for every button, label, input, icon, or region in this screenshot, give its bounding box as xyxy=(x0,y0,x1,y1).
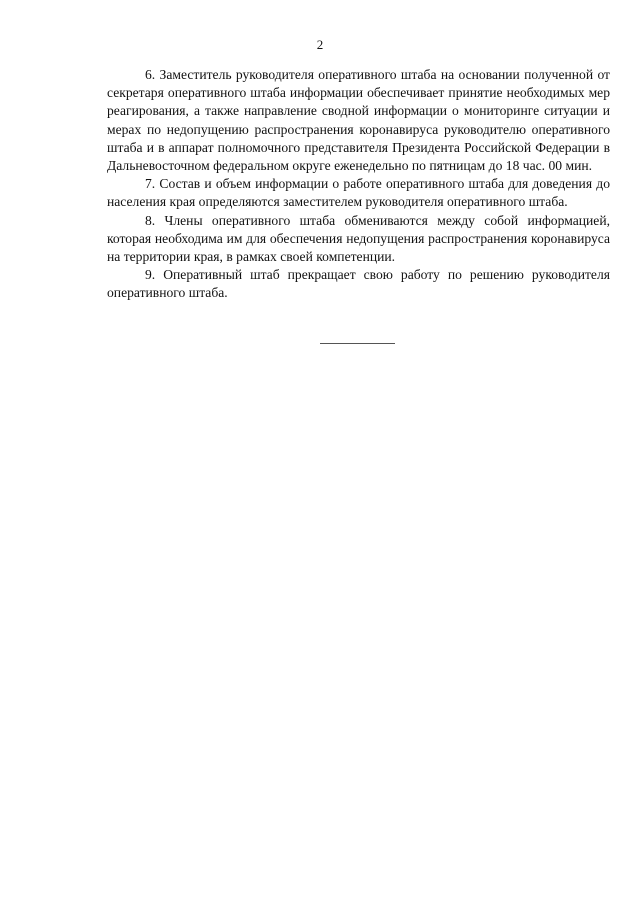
page-number: 2 xyxy=(316,37,324,52)
document-body xyxy=(107,66,610,303)
end-separator-line xyxy=(320,343,395,344)
paragraph-7: 7. Состав и объем информации о работе оперативного штаба для доведения до населения края определяются заместителем руководителя оперативного штаба. xyxy=(107,176,610,210)
paragraph-8: 8. Члены оперативного штаба обмениваются между собой информацией, которая необходима им для обеспечения недопущения распространения коронавируса на территории края, в рамках своей компетенции. xyxy=(107,212,610,265)
paragraph-9: 9. Оперативный штаб прекращает свою работу по решению руководителя оперативного штаба. xyxy=(107,267,610,301)
paragraph-6: 6. Заместитель руководителя оперативного штаба на основании полученной от секретаря оперативного штаба информации обеспечивает принятие необходимых мер реагирования, а также направление сводной информации о мониторинге ситуации и мерах по недопущению распространения коронавируса руководителю оперативного штаба и в аппарат полномочного представителя Президента Российской Федерации в Дальневосточном федеральном округе еженедельно по пятницам до 18 час. 00 мин. xyxy=(107,67,610,174)
